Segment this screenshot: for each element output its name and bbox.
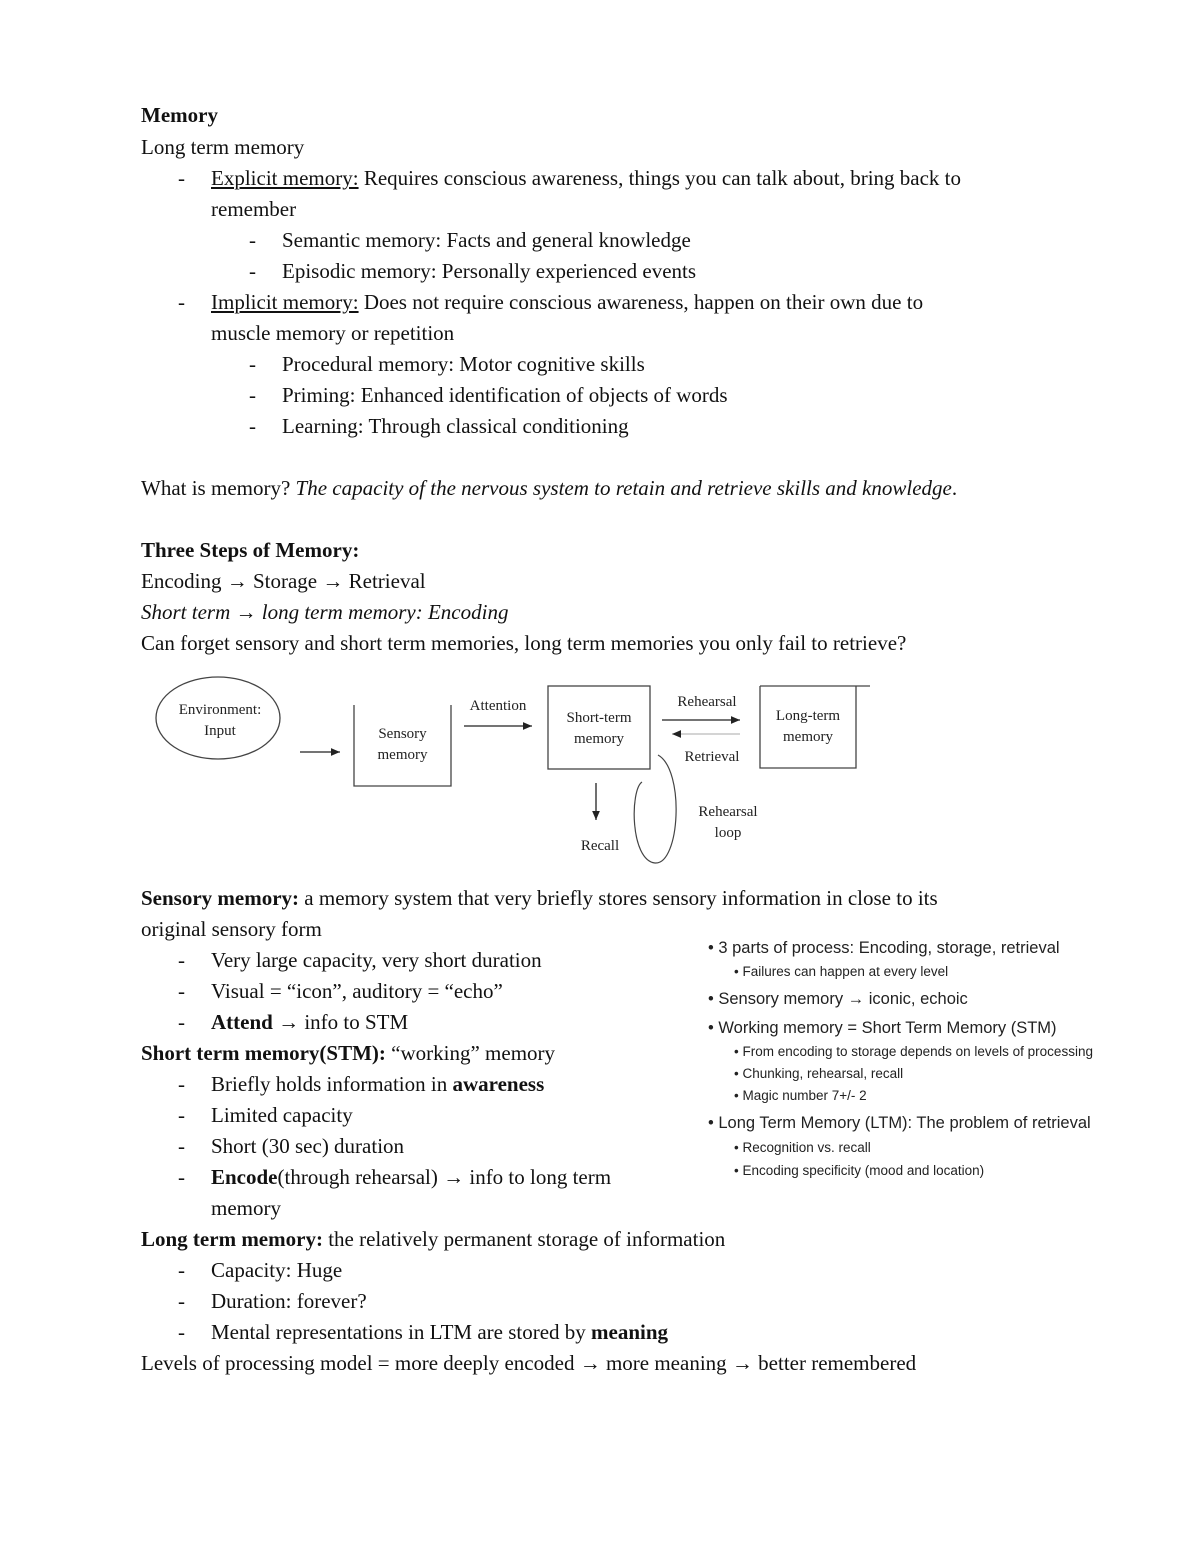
loop-line2: loop (714, 825, 742, 841)
what-is-memory (141, 473, 957, 504)
ltm-text: the relatively permanent storage of information (322, 1227, 726, 1251)
env-line2: Input (204, 723, 236, 739)
slide-text: Failures can happen at every level (742, 964, 949, 979)
dash: - (249, 414, 256, 438)
dash: - (249, 228, 256, 252)
slide-excerpt (700, 930, 1160, 1190)
implicit-item (211, 287, 923, 318)
stm-item: Limited capacity (211, 1103, 353, 1127)
stm-line1: Short-term (566, 710, 632, 726)
explicit-text: Requires conscious awareness, things you can talk about, bring back to (358, 166, 961, 190)
levels-line: Levels of processing model = more deeply encoded → more meaning → better remembered (141, 1351, 917, 1375)
procedural-item: Procedural memory: Motor cognitive skills (282, 352, 645, 376)
dash: - (178, 1072, 185, 1096)
stm-def (141, 1038, 555, 1069)
stm-item (211, 1069, 544, 1100)
slide-bullet (708, 990, 968, 1009)
slide-subbullet (734, 1066, 903, 1081)
encode-text: (through rehearsal) → info to long term (277, 1165, 612, 1189)
steps-italic: Short term → long term memory: Encoding (141, 600, 509, 624)
dash: - (178, 948, 185, 972)
doc-title: Memory (141, 103, 218, 127)
dash: - (178, 290, 185, 314)
memory-model-diagram (140, 670, 870, 870)
dash: - (178, 1320, 185, 1344)
ltm-item: Capacity: Huge (211, 1258, 343, 1282)
slide-text: 3 parts of process: Encoding, storage, retrieval (718, 939, 1060, 957)
stm-line2: memory (574, 731, 624, 747)
bullet-icon: • (734, 1140, 739, 1155)
slide-bullet (708, 939, 1060, 958)
ltm-heading: Long term memory (141, 135, 305, 159)
retrieval-label: Retrieval (684, 749, 740, 765)
dash: - (178, 1134, 185, 1158)
stm-item-bold: awareness (452, 1072, 545, 1096)
bullet-icon: • (708, 1019, 714, 1037)
rehearsal-label: Rehearsal (677, 694, 737, 710)
dash: - (249, 259, 256, 283)
bullet-icon: • (734, 1163, 739, 1178)
attend-item (211, 1007, 408, 1038)
dash: - (178, 1010, 185, 1034)
answer: The capacity of the nervous system to retain and retrieve skills and knowledge (295, 476, 952, 500)
sensory-item: Very large capacity, very short duration (211, 948, 542, 972)
implicit-cont: muscle memory or repetition (211, 321, 455, 345)
stm-item: Short (30 sec) duration (211, 1134, 405, 1158)
period: . (951, 476, 958, 500)
dash: - (178, 1289, 185, 1313)
dash: - (178, 1103, 185, 1127)
slide-bullet (708, 1114, 1091, 1133)
slide-text: Chunking, rehearsal, recall (742, 1066, 904, 1081)
priming-item: Priming: Enhanced identification of objects of words (282, 383, 728, 407)
ltm-def (141, 1224, 725, 1255)
slide-subbullet (734, 1140, 871, 1155)
bullet-icon: • (734, 1088, 739, 1103)
dash: - (178, 1258, 185, 1282)
slide-text: Encoding specificity (mood and location) (742, 1163, 985, 1178)
sensory-line2: memory (377, 747, 428, 763)
ltm-item-bold: meaning (591, 1320, 669, 1344)
ltm-item-text: Mental representations in LTM are stored by (211, 1320, 592, 1344)
ltm-label: Long term memory: (141, 1227, 323, 1251)
attend-bold: Attend (211, 1010, 273, 1034)
dash: - (178, 166, 185, 190)
recall-label: Recall (580, 838, 620, 854)
stm-text: “working” memory (385, 1041, 556, 1065)
env-label (170, 700, 270, 742)
dash: - (178, 1165, 185, 1189)
slide-text: Magic number 7+/- 2 (742, 1088, 867, 1103)
explicit-cont: remember (211, 197, 297, 221)
slide-text: Sensory memory → iconic, echoic (718, 990, 968, 1008)
bullet-icon: • (708, 1114, 714, 1132)
slide-text: Working memory = Short Term Memory (STM) (718, 1019, 1057, 1037)
sensory-label: Sensory memory: (141, 886, 300, 910)
slide-text: Recognition vs. recall (742, 1140, 871, 1155)
encode-bold: Encode (211, 1165, 278, 1189)
ltm-line2: memory (783, 729, 833, 745)
ltm-item: Duration: forever? (211, 1289, 367, 1313)
sensory-item: Visual = “icon”, auditory = “echo” (211, 979, 503, 1003)
semantic-item: Semantic memory: Facts and general knowledge (282, 228, 691, 252)
explicit-item (211, 163, 961, 194)
episodic-item: Episodic memory: Personally experienced events (282, 259, 697, 283)
dash: - (249, 383, 256, 407)
question: What is memory? (141, 476, 296, 500)
slide-subbullet (734, 964, 948, 979)
stm-item-cont: memory (211, 1196, 281, 1220)
implicit-label: Implicit memory: (211, 290, 359, 314)
env-line1: Environment: (178, 702, 262, 718)
slide-subbullet (734, 1163, 984, 1178)
dash: - (178, 979, 185, 1003)
steps-heading: Three Steps of Memory: (141, 538, 360, 562)
stm-label: Short term memory(STM): (141, 1041, 386, 1065)
steps-question: Can forget sensory and short term memories, long term memories you only fail to retrieve? (141, 631, 907, 655)
stm-label (548, 708, 650, 750)
steps-flow: Encoding → Storage → Retrieval (141, 569, 426, 593)
sensory-def (141, 883, 938, 914)
rehearsal-loop (634, 755, 676, 863)
implicit-text: Does not require conscious awareness, happen on their own due to (358, 290, 924, 314)
stm-item (211, 1162, 611, 1193)
bullet-icon: • (734, 964, 739, 979)
bullet-icon: • (734, 1044, 739, 1059)
slide-text: From encoding to storage depends on levels of processing (742, 1044, 1093, 1059)
loop-line1: Rehearsal (698, 804, 758, 820)
sensory-text: a memory system that very briefly stores sensory information in close to its (299, 886, 938, 910)
bullet-icon: • (734, 1066, 739, 1081)
learning-item: Learning: Through classical conditioning (282, 414, 629, 438)
slide-subbullet (734, 1088, 867, 1103)
slide-bullet (708, 1019, 1057, 1038)
ltm-label (760, 706, 856, 748)
attention-label: Attention (469, 698, 527, 714)
explicit-label: Explicit memory: (211, 166, 359, 190)
sensory-line1: Sensory (378, 726, 427, 742)
sensory-label (354, 724, 451, 766)
dash: - (249, 352, 256, 376)
bullet-icon: • (708, 990, 714, 1008)
attend-text: → info to STM (272, 1010, 409, 1034)
bullet-icon: • (708, 939, 714, 957)
ltm-line1: Long-term (775, 708, 841, 724)
ltm-item (211, 1317, 668, 1348)
slide-subbullet (734, 1044, 1093, 1059)
sensory-cont: original sensory form (141, 917, 322, 941)
loop-label (688, 802, 768, 844)
stm-item-text: Briefly holds information in (211, 1072, 453, 1096)
slide-text: Long Term Memory (LTM): The problem of retrieval (718, 1114, 1091, 1132)
